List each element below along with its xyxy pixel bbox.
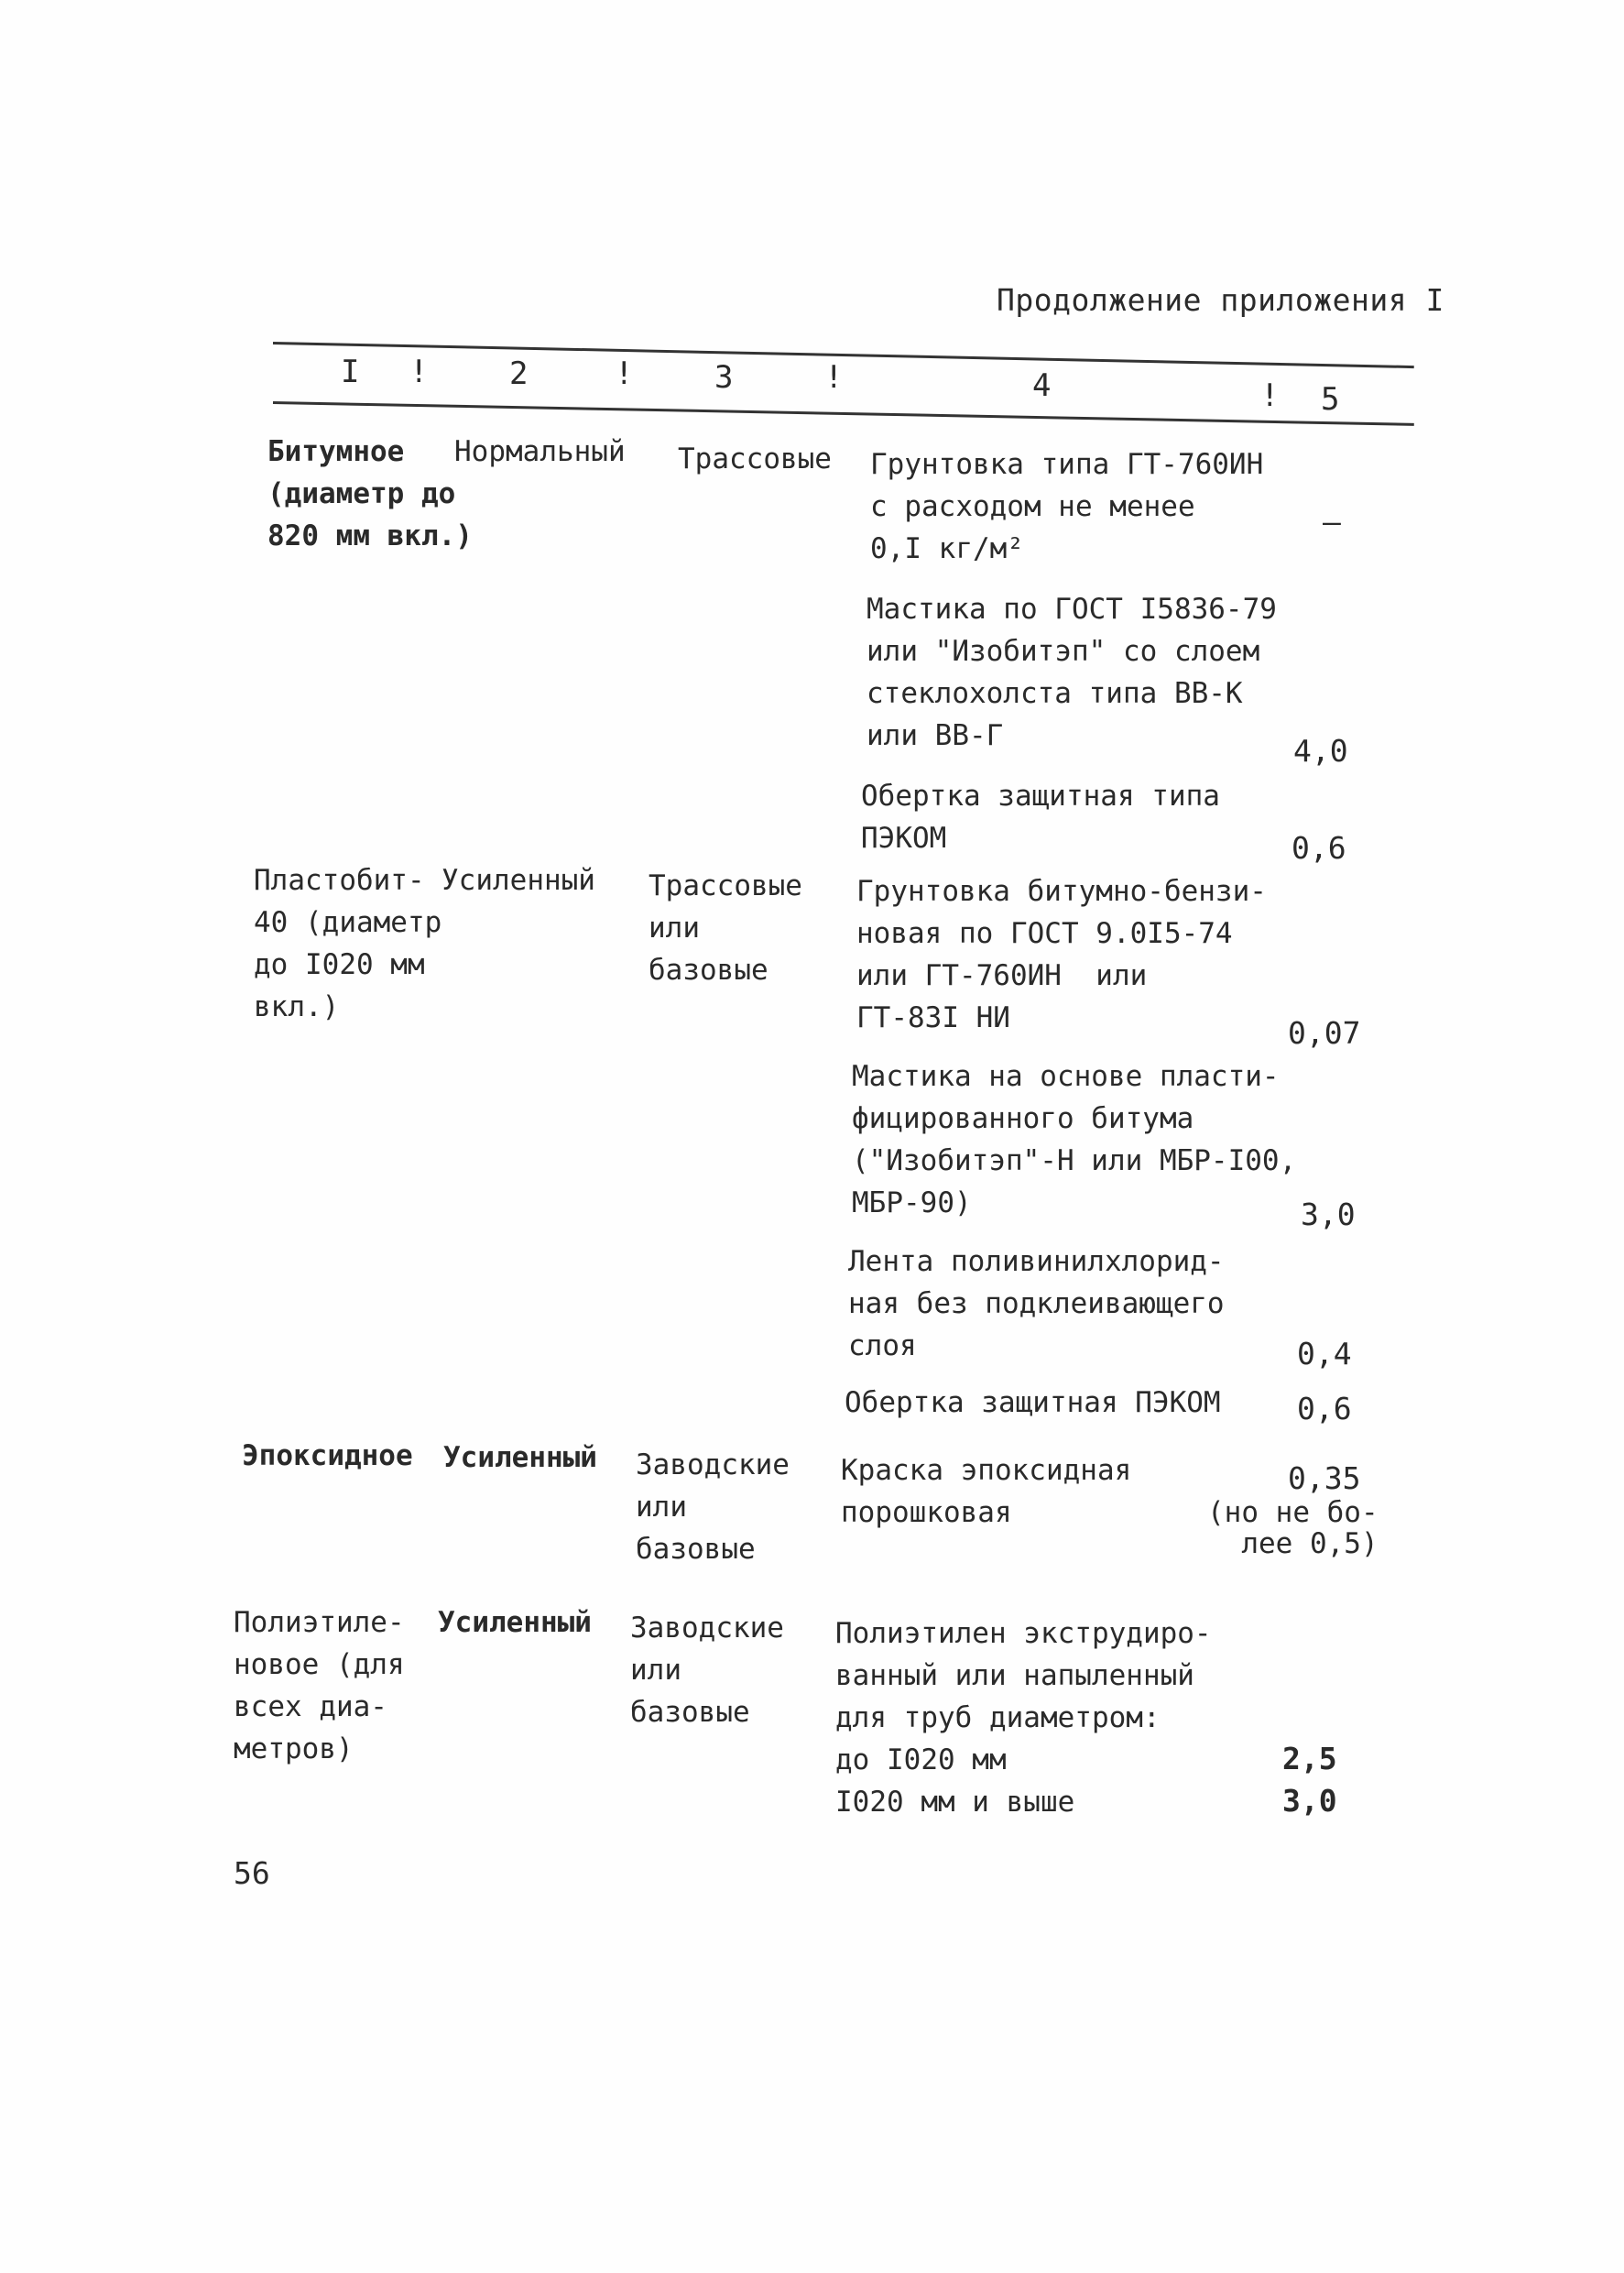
row3-coating-class: Усиленный <box>443 1441 597 1474</box>
column-separator: ! <box>824 359 844 396</box>
row2-layer4-value: 0,6 <box>1297 1391 1352 1426</box>
row1-layer3-text: Обертка защитная типа ПЭКОМ <box>861 780 1220 855</box>
row2-layer4-text: Обертка защитная ПЭКОМ <box>845 1386 1221 1419</box>
page-number: 56 <box>234 1855 270 1891</box>
row4-application: Заводские или базовые <box>630 1612 784 1729</box>
column-header-2: 2 <box>509 355 529 392</box>
row3-layer1-text: Краска эпоксидная порошковая <box>841 1454 1132 1529</box>
column-separator: ! <box>409 354 429 390</box>
row1-layer2-text: Мастика по ГОСТ I5836-79 или "Изобитэп" со слоем стеклохолста типа ВВ-К или ВВ-Г <box>866 593 1277 752</box>
page-header: Продолжение приложения I <box>997 282 1444 318</box>
row2-coating-type: Пластобит- 40 (диаметр до I020 мм вкл.) <box>254 864 442 1023</box>
row3-layer1-value-note: (но не бо- лее 0,5) <box>1207 1496 1379 1560</box>
column-header-3: 3 <box>714 359 734 396</box>
row2-coating-class: Усиленный <box>441 864 595 897</box>
row2-layer2-text: Мастика на основе пласти- фицированного битума ("Изобитэп"-Н или МБР-I00, МБР-90) <box>852 1060 1297 1219</box>
row2-layer3-text: Лента поливинилхлорид- ная без подклеивающего слоя <box>848 1245 1225 1362</box>
row2-layer2-value: 3,0 <box>1301 1197 1356 1232</box>
row4-coating-class: Усиленный <box>438 1606 592 1639</box>
row4-value-1: 2,5 <box>1282 1741 1337 1776</box>
row1-coating-type: Битумное (диаметр до 820 мм вкл.) <box>267 435 473 552</box>
row1-layer1-text: Грунтовка типа ГТ-760ИН с расходом не менее 0,I кг/м² <box>870 448 1264 565</box>
row3-layer1-value: 0,35 <box>1288 1460 1361 1496</box>
row1-layer2-value: 4,0 <box>1293 733 1348 769</box>
column-header-1: I <box>341 354 360 390</box>
row4-value-2: 3,0 <box>1282 1783 1337 1819</box>
column-header-4: 4 <box>1032 367 1052 404</box>
row4-layer1-text: Полиэтилен экструдиро- ванный или напыленный для труб диаметром: до I020 мм I020 мм и выше <box>835 1617 1212 1819</box>
row2-layer3-value: 0,4 <box>1297 1336 1352 1371</box>
row1-application: Трассовые <box>678 443 832 475</box>
row1-layer3-value: 0,6 <box>1292 830 1346 866</box>
column-separator: ! <box>1260 377 1280 414</box>
row2-application: Трассовые или базовые <box>649 869 802 987</box>
column-separator: ! <box>615 355 634 392</box>
row2-layer1-text: Грунтовка битумно-бензи- новая по ГОСТ 9.0I5-74 или ГТ-760ИН или ГТ-83I НИ <box>856 875 1267 1034</box>
row1-coating-class: Нормальный <box>454 435 626 468</box>
row3-coating-type: Эпоксидное <box>242 1439 413 1472</box>
row4-coating-type: Полиэтиле- новое (для всех диа- метров) <box>234 1606 405 1765</box>
row1-layer1-value: — <box>1323 504 1341 540</box>
table-top-rule <box>273 342 1414 368</box>
row3-application: Заводские или базовые <box>636 1448 790 1566</box>
table-header-rule <box>273 401 1414 426</box>
row2-layer1-value: 0,07 <box>1288 1015 1361 1051</box>
column-header-5: 5 <box>1321 381 1340 418</box>
